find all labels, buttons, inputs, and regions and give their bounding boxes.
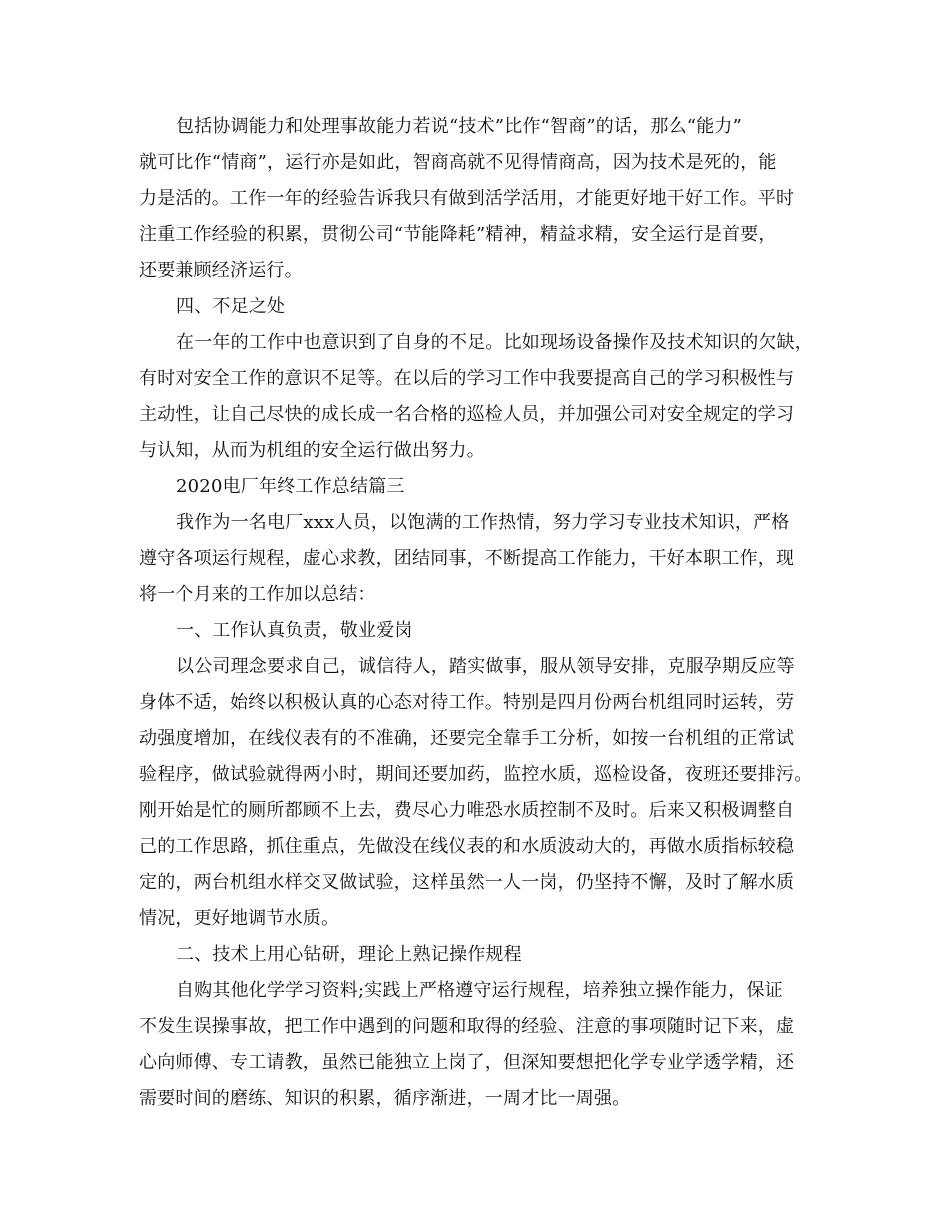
paragraph-line: 包括协调能力和处理事故能力若说“技术”比作“智商”的话，那么“能力” xyxy=(176,116,743,137)
paragraph-line: 我作为一名电厂xxx人员，以饱满的工作热情，努力学习专业技术知识，严格 xyxy=(176,512,790,533)
paragraph-line: 注重工作经验的积累，贯彻公司“节能降耗”精神，精益求精，安全运行是首要， xyxy=(139,224,777,245)
paragraph-line: 自购其他化学学习资料;实践上严格遵守运行规程，培养独立操作能力，保证 xyxy=(176,980,783,1001)
paragraph-line: 己的工作思路，抓住重点，先做没在线仪表的和水质波动大的，再做水质指标较稳 xyxy=(139,836,795,857)
paragraph-line: 力是活的。工作一年的经验告诉我只有做到活学活用，才能更好地干好工作。平时 xyxy=(139,188,795,209)
paragraph-line: 主动性，让自己尽快的成长成一名合格的巡检人员，并加强公司对安全规定的学习 xyxy=(139,404,795,425)
paragraph-line: 心向师傅、专工请教，虽然已能独立上岗了，但深知要想把化学专业学透学精，还 xyxy=(139,1052,795,1073)
article-title: 2020电厂年终工作总结篇三 xyxy=(176,476,405,497)
paragraph-line: 还要兼顾经济运行。 xyxy=(139,260,303,281)
paragraph-line: 身体不适，始终以积极认真的心态对待工作。特别是四月份两台机组同时运转，劳 xyxy=(139,692,795,713)
paragraph-line: 与认知，从而为机组的安全运行做出努力。 xyxy=(139,440,485,461)
paragraph-line: 以公司理念要求自己，诚信待人，踏实做事，服从领导安排，克服孕期反应等 xyxy=(176,656,795,677)
paragraph-line: 将一个月来的工作加以总结： xyxy=(139,584,376,605)
section-heading: 四、不足之处 xyxy=(176,296,286,317)
paragraph-line: 就可比作“情商”，运行亦是如此，智商高就不见得情商高，因为技术是死的，能 xyxy=(139,152,777,173)
paragraph-line: 情况，更好地调节水质。 xyxy=(139,908,340,929)
paragraph-line: 需要时间的磨练、知识的积累，循序渐进，一周才比一周强。 xyxy=(139,1088,631,1109)
paragraph-line: 在一年的工作中也意识到了自身的不足。比如现场设备操作及技术知识的欠缺， xyxy=(176,332,813,353)
paragraph-line: 动强度增加，在线仪表有的不准确，还要完全靠手工分析，如按一台机组的正常试 xyxy=(139,728,795,749)
paragraph-line: 定的，两台机组水样交叉做试验，这样虽然一人一岗，仍坚持不懈，及时了解水质 xyxy=(139,872,795,893)
paragraph-line: 验程序，做试验就得两小时，期间还要加药，监控水质，巡检设备，夜班还要排污。 xyxy=(139,764,813,785)
paragraph-line: 刚开始是忙的厕所都顾不上去，费尽心力唯恐水质控制不及时。后来又积极调整自 xyxy=(139,800,795,821)
paragraph-line: 有时对安全工作的意识不足等。在以后的学习工作中我要提高自己的学习积极性与 xyxy=(139,368,795,389)
section-heading: 二、技术上用心钻研，理论上熟记操作规程 xyxy=(176,944,522,965)
paragraph-line: 遵守各项运行规程，虚心求教，团结同事，不断提高工作能力，干好本职工作，现 xyxy=(139,548,795,569)
section-heading: 一、工作认真负责，敬业爱岗 xyxy=(176,620,413,641)
paragraph-line: 不发生误操事故，把工作中遇到的问题和取得的经验、注意的事项随时记下来，虚 xyxy=(139,1016,795,1037)
